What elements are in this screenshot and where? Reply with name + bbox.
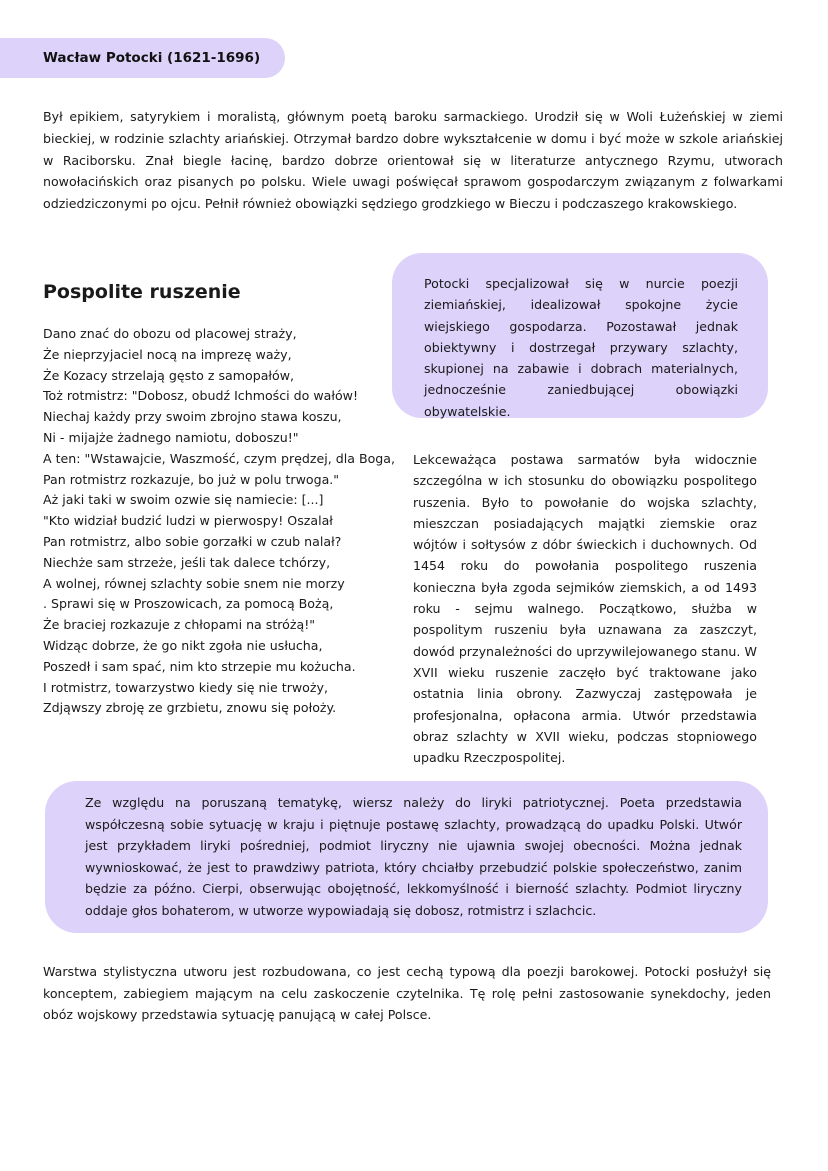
intro-paragraph: Był epikiem, satyrykiem i moralistą, głównym poetą baroku sarmackiego. Urodził się w Woli Łużeńskiej w ziemi bieckiej, w rodzinie szlachty ariańskiej. Otrzymał bardzo dobre wykształcenie w domu i być może w szkole ariańskiej w Raciborsku. Znał biegle łacinę, bardzo dobrze orientował się w literaturze antycznego Rzymu, utworach nowołacińskich oraz pisanych po polsku. Wiele uwagi poświęcał sprawom gospodarczym związanym z folwarkami odziedziczonymi po ojcu. Pełnił również obowiązki sędziego grodzkiego w Bieczu i podczaszego krakowskiego. (43, 109, 783, 212)
right-column-text: Lekceważąca postawa sarmatów była widocznie szczególna w ich stosunku do obowiązku pospolitego ruszenia. Było to powołanie do wojska szlachty, mieszczan posiadających majątki ziemskie oraz wójtów i sołtysów z dóbr świeckich i duchownych. Od 1454 roku do powołania pospolitego ruszenia konieczna była zgoda sejmików ziemskich, a od 1493 roku - sejmu walnego. Początkowo, służba w pospolitym ruszeniu była uznawana za zaszczyt, dowód przynależności do uprzywilejowanego stanu. W XVII wieku ruszenie zaczęło być traktowane jako ostatnia linia obrony. Zazwyczaj zastępowała je profesjonalna, opłacona armia. Utwór przedstawia obraz szlachty w XVII wieku, podczas stopniowego upadku Rzeczpospolitej. (413, 452, 757, 766)
author-header-pill (0, 38, 285, 78)
poem-line: "Kto widział budzić ludzi w pierwospy! Oszalał (43, 513, 333, 529)
callout-bottom-text: Ze względu na poruszaną tematykę, wiersz należy do liryki patriotycznej. Poeta przedstawia współczesną sobie sytuację w kraju i piętnuje postawę szlachty, prowadzącą do upadku Polski. Utwór jest przykładem liryki pośredniej, podmiot liryczny nie ujawnia swojej obecności. Można jednak wywnioskować, że jest to prawdziwy patriota, który chciałby przebudzić polskie społeczeństwo, zanim będzie za późno. Cierpi, obserwując obojętność, lekkomyślność i bierność szlachty. Podmiot liryczny oddaje głos bohaterom, w utworze wypowiadają się dobosz, rotmistrz i szlachcic. (85, 795, 742, 918)
callout-top (392, 253, 768, 418)
poem-line: Toż rotmistrz: "Dobosz, obudź Ichmości do wałów! (43, 388, 359, 404)
poem-line: I rotmistrz, towarzystwo kiedy się nie trwoży, (43, 679, 328, 695)
poem-line: Że Kozacy strzelają gęsto z samopałów, (43, 367, 295, 383)
outro-paragraph: Warstwa stylistyczna utworu jest rozbudowana, co jest cechą typową dla poezji barokowej. Potocki posłużył się konceptem, zabiegiem mającym na celu zaskoczenie czytelnika. Tę rolę pełni zastosowanie synekdochy, jeden obóz wojskowy przedstawia sytuację panującą w całej Polsce. (43, 964, 771, 1023)
poem-line: A wolnej, równej szlachty sobie snem nie morzy (43, 575, 345, 591)
poem-line: Pan rotmistrz rozkazuje, bo już w polu trwoga." (43, 471, 340, 487)
poem-line: Że braciej rozkazuje z chłopami na stróżą!" (43, 617, 316, 633)
poem-line: Aż jaki taki w swoim ozwie się namiecie: [...] (43, 492, 324, 508)
poem-line: Poszedł i sam spać, nim kto strzepie mu kożucha. (43, 658, 356, 674)
author-title: Wacław Potocki (1621-1696) (43, 50, 261, 66)
callout-top-text: Potocki specjalizował się w nurcie poezji ziemiańskiej, idealizował spokojne życie wiejskiego gospodarza. Pozostawał jednak obiektywny i dostrzegał przywary szlachty, skupionej na zabawie i dobrach materialnych, jednocześnie zaniedbującej obowiązki obywatelskie. (424, 276, 738, 419)
poem-line: Widząc dobrze, że go nikt zgoła nie usłucha, (43, 637, 323, 653)
poem-line: A ten: "Wstawajcie, Waszmość, czym prędzej, dla Boga, (43, 450, 395, 466)
poem-line: Pan rotmistrz, albo sobie gorzałki w czub nalał? (43, 533, 342, 549)
poem-title: Pospolite ruszenie (43, 281, 241, 303)
poem-line: Że nieprzyjaciel nocą na imprezę waży, (43, 346, 292, 362)
poem-line: Niechże sam strzeże, jeśli tak dalece tchórzy, (43, 554, 331, 570)
poem-line: . Sprawi się w Proszowicach, za pomocą Bożą, (43, 596, 334, 612)
poem-text (43, 324, 393, 719)
poem-line: Niechaj każdy przy swoim zbrojno stawa koszu, (43, 409, 342, 425)
poem-line: Dano znać do obozu od placowej straży, (43, 326, 297, 341)
poem-line: Ni - mijajże żadnego namiotu, doboszu!" (43, 429, 299, 445)
poem-line: Zdjąwszy zbroję ze grzbietu, znowu się położy. (43, 700, 337, 716)
callout-bottom (45, 781, 768, 933)
